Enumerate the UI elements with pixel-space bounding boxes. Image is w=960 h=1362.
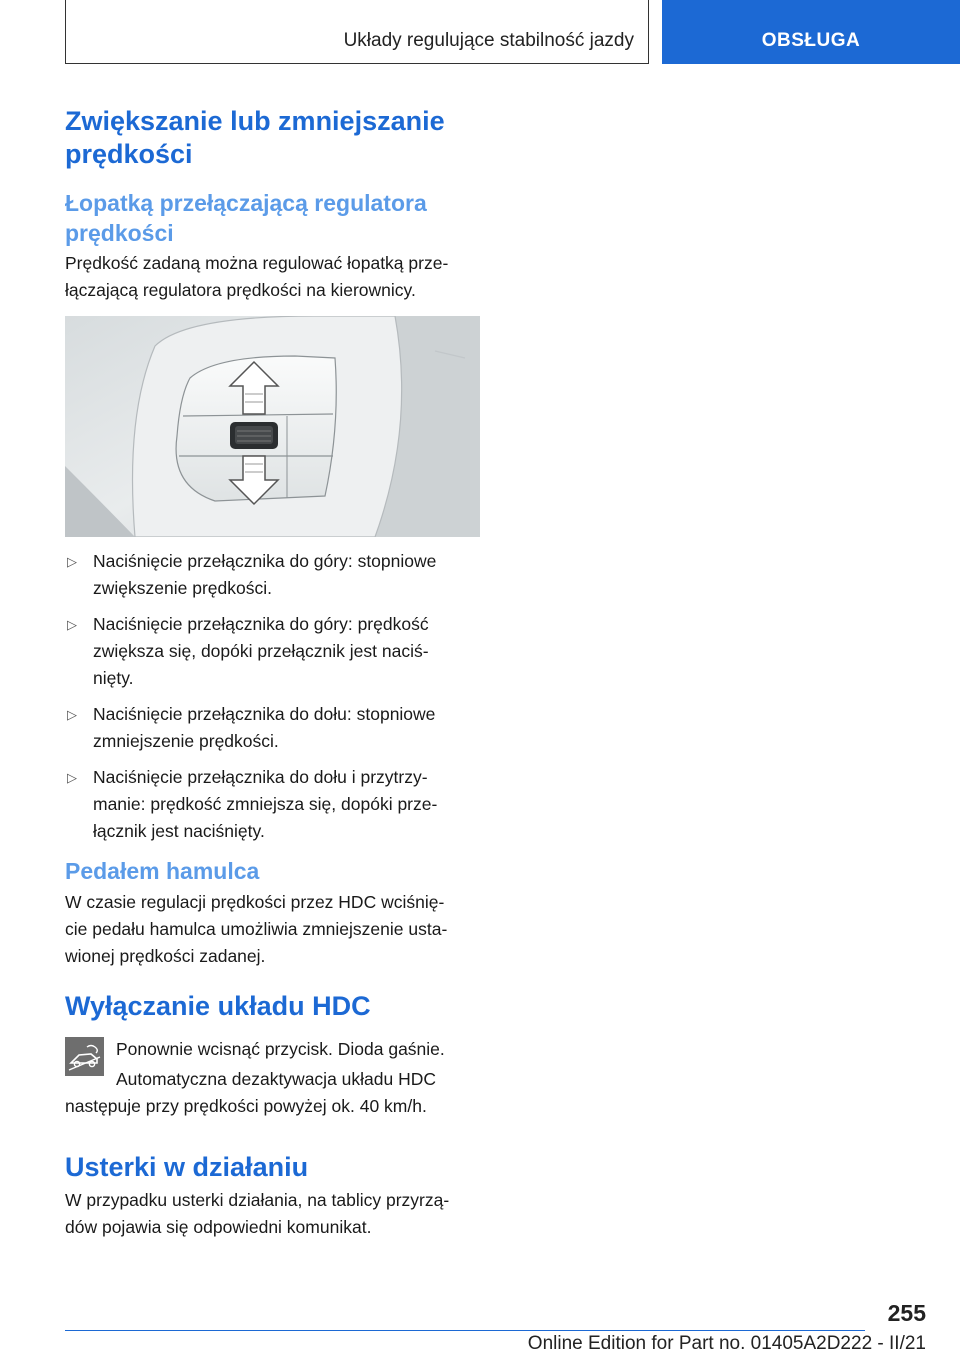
subsection-title-paddle [65, 188, 485, 248]
list-item-line: łącznik jest naciśnięty. [93, 821, 265, 841]
list-item [65, 701, 480, 755]
brake-description-line2: cie pedału hamulca umożliwia zmniejszenie usta- [65, 919, 448, 939]
list-item-line: zwiększa się, dopóki przełącznik jest naciś- [93, 641, 429, 661]
list-item-line: zwiększenie prędkości. [93, 578, 272, 598]
footer-divider [65, 1330, 865, 1331]
list-item [65, 548, 480, 602]
page-number: 255 [887, 1300, 926, 1326]
list-item-line: zmniejszenie prędkości. [93, 731, 279, 751]
malfunction-description-line1: W przypadku usterki działania, na tablicy przyrzą- [65, 1190, 450, 1210]
section-title-line1: Zwiększanie lub zmniejszanie [65, 106, 445, 136]
section-title-line2: prędkości [65, 139, 193, 169]
hdc-car-slope-icon [65, 1037, 104, 1076]
subsection-title-line1: Łopatką przełączającą regulatora [65, 190, 427, 216]
header-title-box [65, 0, 649, 64]
header-section-tab [662, 0, 960, 64]
brake-description-line3: wionej prędkości zadanej. [65, 946, 266, 966]
steering-wheel-switch-illustration [65, 316, 480, 537]
triangle-bullet-icon: ▷ [67, 617, 77, 632]
hdc-auto-deactivation-line2: następuje przy prędkości powyżej ok. 40 km/h. [65, 1096, 427, 1116]
hdc-auto-deactivation-line1: Automatyczna dezaktywacja układu HDC [116, 1069, 437, 1089]
hdc-button-icon [65, 1037, 104, 1076]
list-item-line: Naciśnięcie przełącznika do dołu: stopniowe [93, 704, 436, 724]
section-title-hdc-off: Wyłączanie układu HDC [65, 991, 371, 1021]
triangle-bullet-icon: ▷ [67, 707, 77, 722]
steering-wheel-switch-photo [65, 316, 480, 537]
list-item-line: nięty. [93, 668, 134, 688]
footer-edition: Online Edition for Part no. 01405A2D222 - II/21 [527, 1333, 926, 1354]
list-item [65, 611, 480, 692]
paddle-description [65, 250, 480, 304]
paddle-description-line2: łączającą regulatora prędkości na kierownicy. [65, 280, 416, 300]
section-title-speed [65, 105, 485, 171]
brake-description-line1: W czasie regulacji prędkości przez HDC wciśnię- [65, 892, 445, 912]
list-item-line: Naciśnięcie przełącznika do dołu i przytrzy- [93, 767, 428, 787]
triangle-bullet-icon: ▷ [67, 770, 77, 785]
section-title-malfunction: Usterki w działaniu [65, 1152, 309, 1182]
list-item-line: Naciśnięcie przełącznika do góry: prędkość [93, 614, 429, 634]
list-item [65, 764, 480, 845]
malfunction-description [65, 1187, 480, 1241]
header-title: Układy regulujące stabilność jazdy [343, 30, 634, 51]
speed-adjust-list [65, 548, 480, 854]
malfunction-description-line2: dów pojawia się odpowiedni komunikat. [65, 1217, 372, 1237]
subsection-title-line2: prędkości [65, 220, 174, 246]
triangle-bullet-icon: ▷ [67, 554, 77, 569]
header-section-label: OBSŁUGA [761, 30, 861, 51]
hdc-off-instruction: Ponownie wcisnąć przycisk. Dioda gaśnie. [116, 1039, 445, 1059]
brake-description [65, 889, 480, 970]
subsection-title-brake: Pedałem hamulca [65, 858, 260, 884]
list-item-line: Naciśnięcie przełącznika do góry: stopniowe [93, 551, 437, 571]
list-item-line: manie: prędkość zmniejsza się, dopóki prze- [93, 794, 438, 814]
paddle-description-line1: Prędkość zadaną można regulować łopatką prze- [65, 253, 449, 273]
